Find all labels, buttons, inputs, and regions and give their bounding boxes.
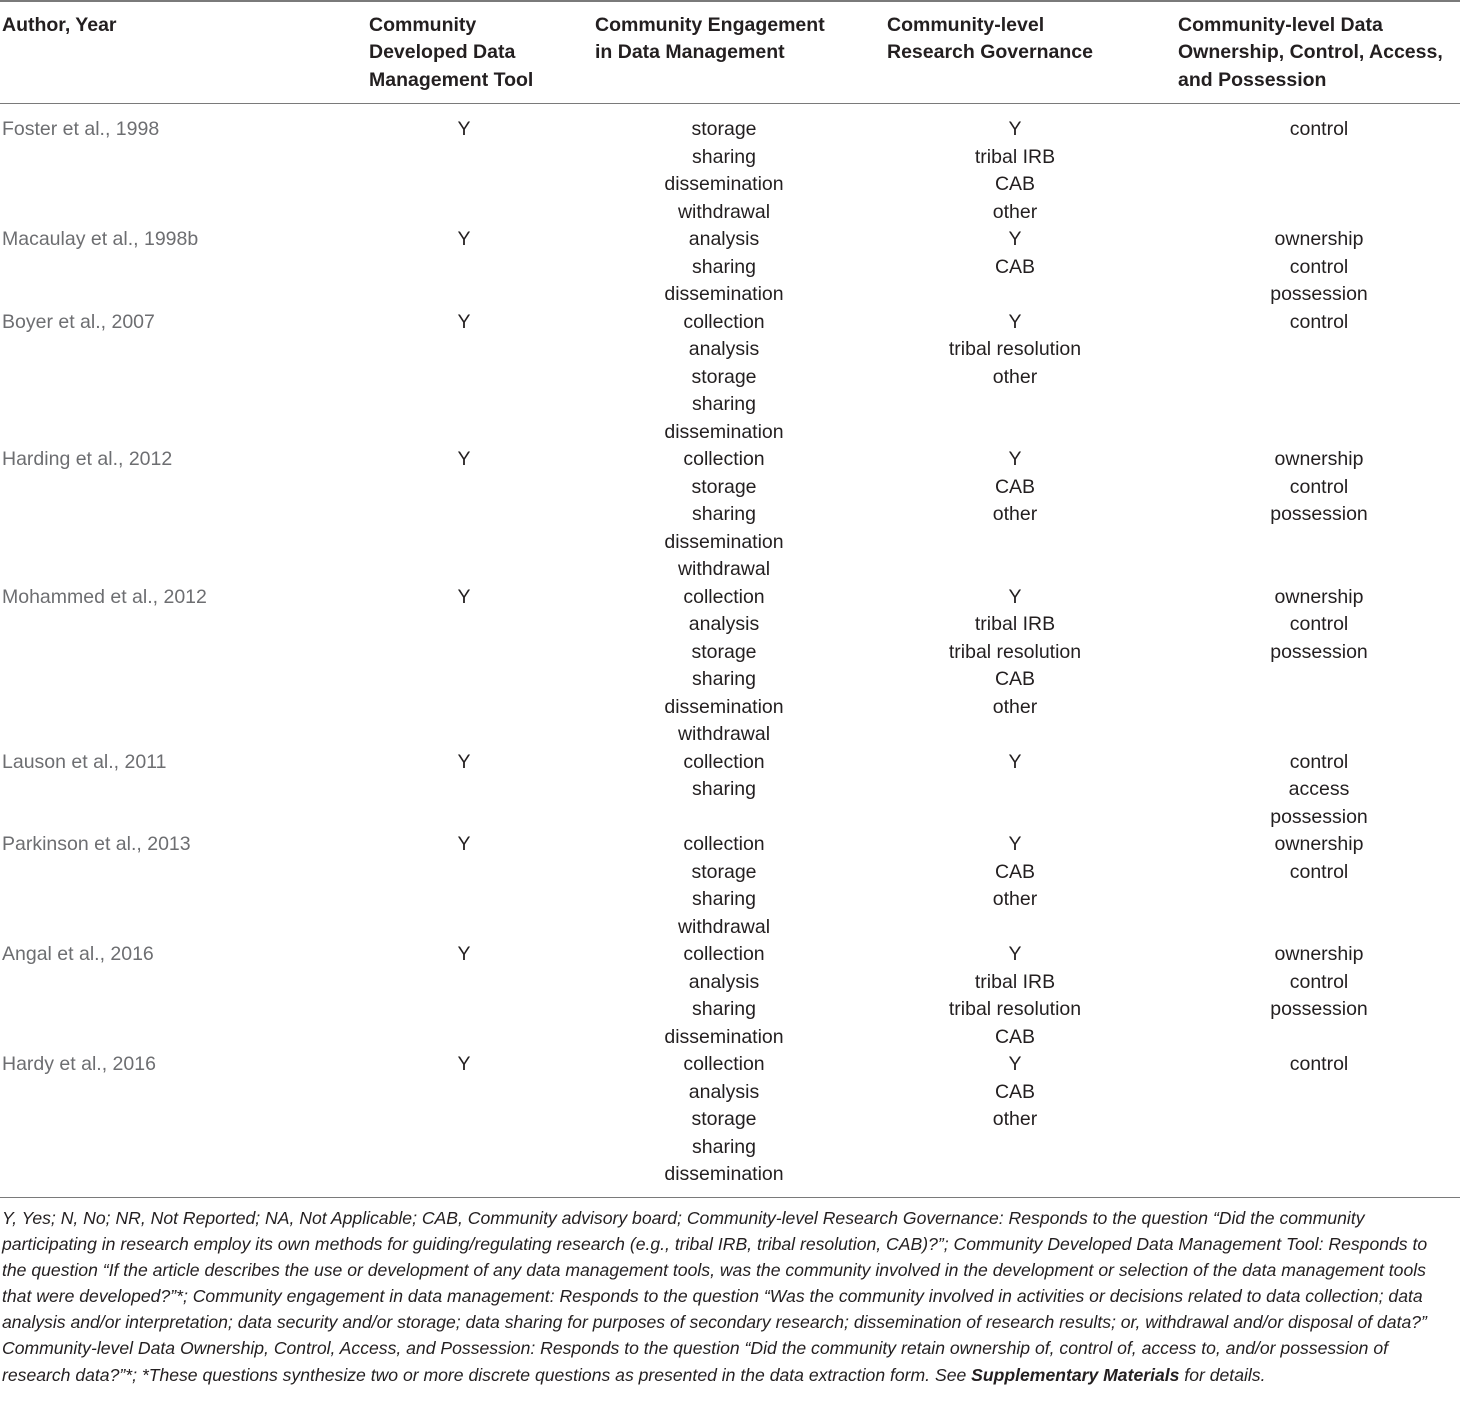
- cell-line: sharing: [692, 393, 756, 415]
- cell-line: sharing: [692, 1135, 756, 1158]
- header-data-management-tool: [369, 12, 579, 94]
- cell-ownership: [1219, 446, 1419, 529]
- cell-line: Y: [1008, 1053, 1022, 1075]
- cell-data-management-tool: [414, 584, 514, 612]
- cell-line: control: [1289, 475, 1349, 498]
- table-row: [0, 309, 1460, 447]
- cell-line: other: [992, 888, 1038, 910]
- cell-line: control: [1289, 1053, 1349, 1075]
- cell-ownership: [1219, 226, 1419, 309]
- header-engagement: [595, 12, 875, 67]
- cell-line: tribal resolution: [948, 640, 1082, 663]
- cell-line: collection: [683, 750, 765, 773]
- cell-line: tribal resolution: [948, 338, 1082, 360]
- cell-data-management-tool: [414, 1051, 514, 1079]
- header-line: Research Governance: [887, 41, 1093, 64]
- cell-data-management-tool: [414, 749, 514, 777]
- cell-line: analysis: [688, 613, 760, 635]
- cell-line: withdrawal: [677, 915, 771, 938]
- cell-line: control: [1289, 613, 1349, 635]
- cell-line: Y: [457, 118, 471, 140]
- cell-ownership: [1219, 941, 1419, 1024]
- cell-data-management-tool: [414, 309, 514, 337]
- cell-line: sharing: [692, 668, 756, 690]
- cell-line: dissemination: [664, 1025, 784, 1048]
- table-footnote: [2, 1205, 1452, 1388]
- cell-line: withdrawal: [677, 558, 771, 580]
- cell-line: Y: [457, 310, 471, 333]
- cell-line: sharing: [692, 778, 756, 800]
- cell-ownership: [1219, 309, 1419, 337]
- cell-line: CAB: [994, 475, 1036, 498]
- cell-line: control: [1289, 970, 1349, 993]
- table-row: [0, 584, 1460, 749]
- cell-data-management-tool: [414, 831, 514, 859]
- cell-line: dissemination: [664, 1163, 784, 1185]
- header-line: Community-level: [887, 14, 1045, 36]
- table-row: [0, 749, 1460, 832]
- cell-line: Y: [1008, 585, 1022, 608]
- cell-ownership: [1219, 1051, 1419, 1079]
- table-row: [0, 116, 1460, 226]
- cell-line: Y: [457, 943, 471, 965]
- cell-author-year: [2, 116, 342, 144]
- cell-line: ownership: [1274, 833, 1364, 855]
- header-author-year: [2, 12, 342, 39]
- footnote-tail: for details.: [1179, 1364, 1266, 1385]
- cell-engagement: [634, 226, 814, 309]
- cell-line: CAB: [994, 1080, 1036, 1103]
- cell-ownership: [1219, 584, 1419, 667]
- footnote-rule: [0, 1197, 1460, 1198]
- cell-line: dissemination: [664, 695, 784, 718]
- cell-governance: [915, 309, 1115, 392]
- header-rule: [0, 103, 1460, 104]
- cell-line: storage: [691, 475, 757, 498]
- cell-line: ownership: [1274, 228, 1364, 250]
- cell-line: Y: [457, 750, 471, 773]
- cell-governance: [915, 584, 1115, 722]
- cell-line: withdrawal: [677, 723, 771, 745]
- cell-line: Parkinson et al., 2013: [2, 833, 191, 855]
- cell-line: sharing: [692, 998, 756, 1020]
- cell-engagement: [634, 831, 814, 941]
- cell-line: analysis: [688, 228, 760, 250]
- cell-line: CAB: [994, 255, 1036, 278]
- cell-line: dissemination: [664, 283, 784, 305]
- cell-line: Y: [1008, 310, 1022, 333]
- header-line: Ownership, Control, Access,: [1178, 41, 1443, 64]
- cell-line: Y: [1008, 118, 1022, 140]
- cell-author-year: [2, 446, 342, 474]
- cell-engagement: [634, 941, 814, 1051]
- header-line: Community Engagement: [595, 14, 825, 36]
- cell-governance: [915, 749, 1115, 777]
- cell-line: other: [992, 365, 1038, 388]
- cell-line: Y: [457, 833, 471, 855]
- cell-line: collection: [683, 585, 765, 608]
- cell-line: withdrawal: [677, 200, 771, 223]
- cell-line: collection: [683, 833, 765, 855]
- cell-author-year: [2, 309, 342, 337]
- cell-line: Y: [457, 448, 471, 470]
- cell-line: control: [1289, 860, 1349, 883]
- header-line: Community-level Data: [1178, 14, 1383, 36]
- cell-line: control: [1289, 255, 1349, 278]
- cell-line: Angal et al., 2016: [2, 943, 154, 965]
- header-line: and Possession: [1178, 68, 1327, 91]
- cell-line: Y: [457, 585, 471, 608]
- cell-engagement: [634, 446, 814, 584]
- cell-line: Y: [1008, 228, 1022, 250]
- header-line: Developed Data: [369, 41, 516, 64]
- footnote-text: Y, Yes; N, No; NR, Not Reported; NA, Not Applicable; CAB, Community advisory board; Community-level Research Governance: Responds to the question “Did the community participating in research employ its own methods for guiding/regulating research (e.g., tribal IRB, tribal resolution, CAB)?”; Community Developed Data Management Tool: Responds to the question “If the article describes the use or development of any data management tools, was the community involved in the development or selection of the data management tools that were developed?”*; Community engagement in data management: Responds to the question “Was the community involved in activities or decisions related to data collection; data analysis and/or interpretation; data security and/or storage; data sharing for purposes of secondary research; dissemination of research results; or, withdrawal and/or disposal of data?” Community-level Data Ownership, Control, Access, and Possession: Responds to the question “Did the community retain ownership of, control of, access to, and/or possession of research data?”*; *These questions synthesize two or more discrete questions as presented in the data extraction form. See: [2, 1208, 1428, 1385]
- cell-line: Macaulay et al., 1998b: [2, 228, 199, 250]
- cell-data-management-tool: [414, 446, 514, 474]
- supplementary-materials-link: Supplementary Materials: [971, 1364, 1180, 1385]
- cell-line: Lauson et al., 2011: [2, 750, 167, 773]
- header-ownership: [1178, 12, 1460, 94]
- cell-line: possession: [1270, 805, 1368, 828]
- cell-line: other: [992, 1108, 1038, 1130]
- cell-line: analysis: [688, 970, 760, 993]
- cell-line: storage: [691, 365, 757, 388]
- cell-engagement: [634, 584, 814, 749]
- cell-line: Harding et al., 2012: [2, 448, 173, 470]
- cell-governance: [915, 941, 1115, 1051]
- header-line: in Data Management: [595, 41, 785, 64]
- cell-line: sharing: [692, 888, 756, 910]
- cell-line: collection: [683, 1053, 765, 1075]
- cell-line: CAB: [994, 860, 1036, 883]
- cell-ownership: [1219, 831, 1419, 886]
- cell-author-year: [2, 941, 342, 969]
- cell-line: Foster et al., 1998: [2, 118, 160, 140]
- cell-governance: [915, 446, 1115, 529]
- cell-line: dissemination: [664, 173, 784, 195]
- cell-line: CAB: [994, 1025, 1036, 1048]
- cell-line: CAB: [994, 668, 1036, 690]
- cell-line: ownership: [1274, 943, 1364, 965]
- cell-governance: [915, 226, 1115, 281]
- cell-line: other: [992, 695, 1038, 718]
- cell-line: CAB: [994, 173, 1036, 195]
- cell-line: storage: [691, 1108, 757, 1130]
- table-row: [0, 941, 1460, 1051]
- cell-governance: [915, 1051, 1115, 1134]
- table-header: [0, 12, 1460, 96]
- cell-line: collection: [683, 310, 765, 333]
- cell-line: Y: [1008, 943, 1022, 965]
- header-line: Community: [369, 14, 477, 36]
- table-row: [0, 446, 1460, 584]
- cell-line: Hardy et al., 2016: [2, 1053, 156, 1075]
- header-line: Author, Year: [2, 14, 117, 36]
- cell-line: sharing: [692, 145, 756, 168]
- cell-line: tribal resolution: [948, 998, 1082, 1020]
- cell-author-year: [2, 749, 342, 777]
- cell-governance: [915, 116, 1115, 226]
- cell-line: sharing: [692, 255, 756, 278]
- cell-line: ownership: [1274, 585, 1364, 608]
- cell-line: tribal IRB: [974, 613, 1056, 635]
- cell-line: Mohammed et al., 2012: [2, 585, 207, 608]
- cell-ownership: [1219, 749, 1419, 832]
- cell-line: control: [1289, 310, 1349, 333]
- cell-line: dissemination: [664, 420, 784, 443]
- cell-line: Y: [1008, 448, 1022, 470]
- cell-author-year: [2, 584, 342, 612]
- cell-line: collection: [683, 448, 765, 470]
- cell-line: access: [1288, 778, 1350, 800]
- cell-engagement: [634, 749, 814, 804]
- cell-line: other: [992, 503, 1038, 525]
- cell-line: Y: [457, 228, 471, 250]
- cell-line: sharing: [692, 503, 756, 525]
- cell-line: Boyer et al., 2007: [2, 310, 155, 333]
- cell-line: Y: [1008, 750, 1022, 773]
- cell-engagement: [634, 116, 814, 226]
- header-line: Management Tool: [369, 68, 534, 91]
- cell-line: possession: [1270, 283, 1368, 305]
- table-row: [0, 831, 1460, 941]
- cell-line: possession: [1270, 640, 1368, 663]
- cell-author-year: [2, 831, 342, 859]
- cell-line: dissemination: [664, 530, 784, 553]
- cell-author-year: [2, 1051, 342, 1079]
- cell-line: possession: [1270, 998, 1368, 1020]
- cell-line: storage: [691, 860, 757, 883]
- cell-line: storage: [691, 118, 757, 140]
- table-row: [0, 1051, 1460, 1189]
- cell-line: possession: [1270, 503, 1368, 525]
- cell-line: analysis: [688, 1080, 760, 1103]
- table-body: [0, 116, 1460, 1189]
- cell-line: ownership: [1274, 448, 1364, 470]
- header-governance: [887, 12, 1147, 67]
- cell-line: tribal IRB: [974, 145, 1056, 168]
- cell-line: collection: [683, 943, 765, 965]
- cell-line: Y: [1008, 833, 1022, 855]
- cell-line: tribal IRB: [974, 970, 1056, 993]
- cell-author-year: [2, 226, 342, 254]
- cell-line: other: [992, 200, 1038, 223]
- cell-governance: [915, 831, 1115, 914]
- cell-line: storage: [691, 640, 757, 663]
- cell-ownership: [1219, 116, 1419, 144]
- cell-line: control: [1289, 118, 1349, 140]
- cell-engagement: [634, 1051, 814, 1189]
- cell-data-management-tool: [414, 941, 514, 969]
- table-top-rule: [0, 0, 1460, 2]
- cell-engagement: [634, 309, 814, 447]
- cell-data-management-tool: [414, 116, 514, 144]
- cell-line: control: [1289, 750, 1349, 773]
- table-row: [0, 226, 1460, 309]
- cell-line: analysis: [688, 338, 760, 360]
- cell-data-management-tool: [414, 226, 514, 254]
- cell-line: Y: [457, 1053, 471, 1075]
